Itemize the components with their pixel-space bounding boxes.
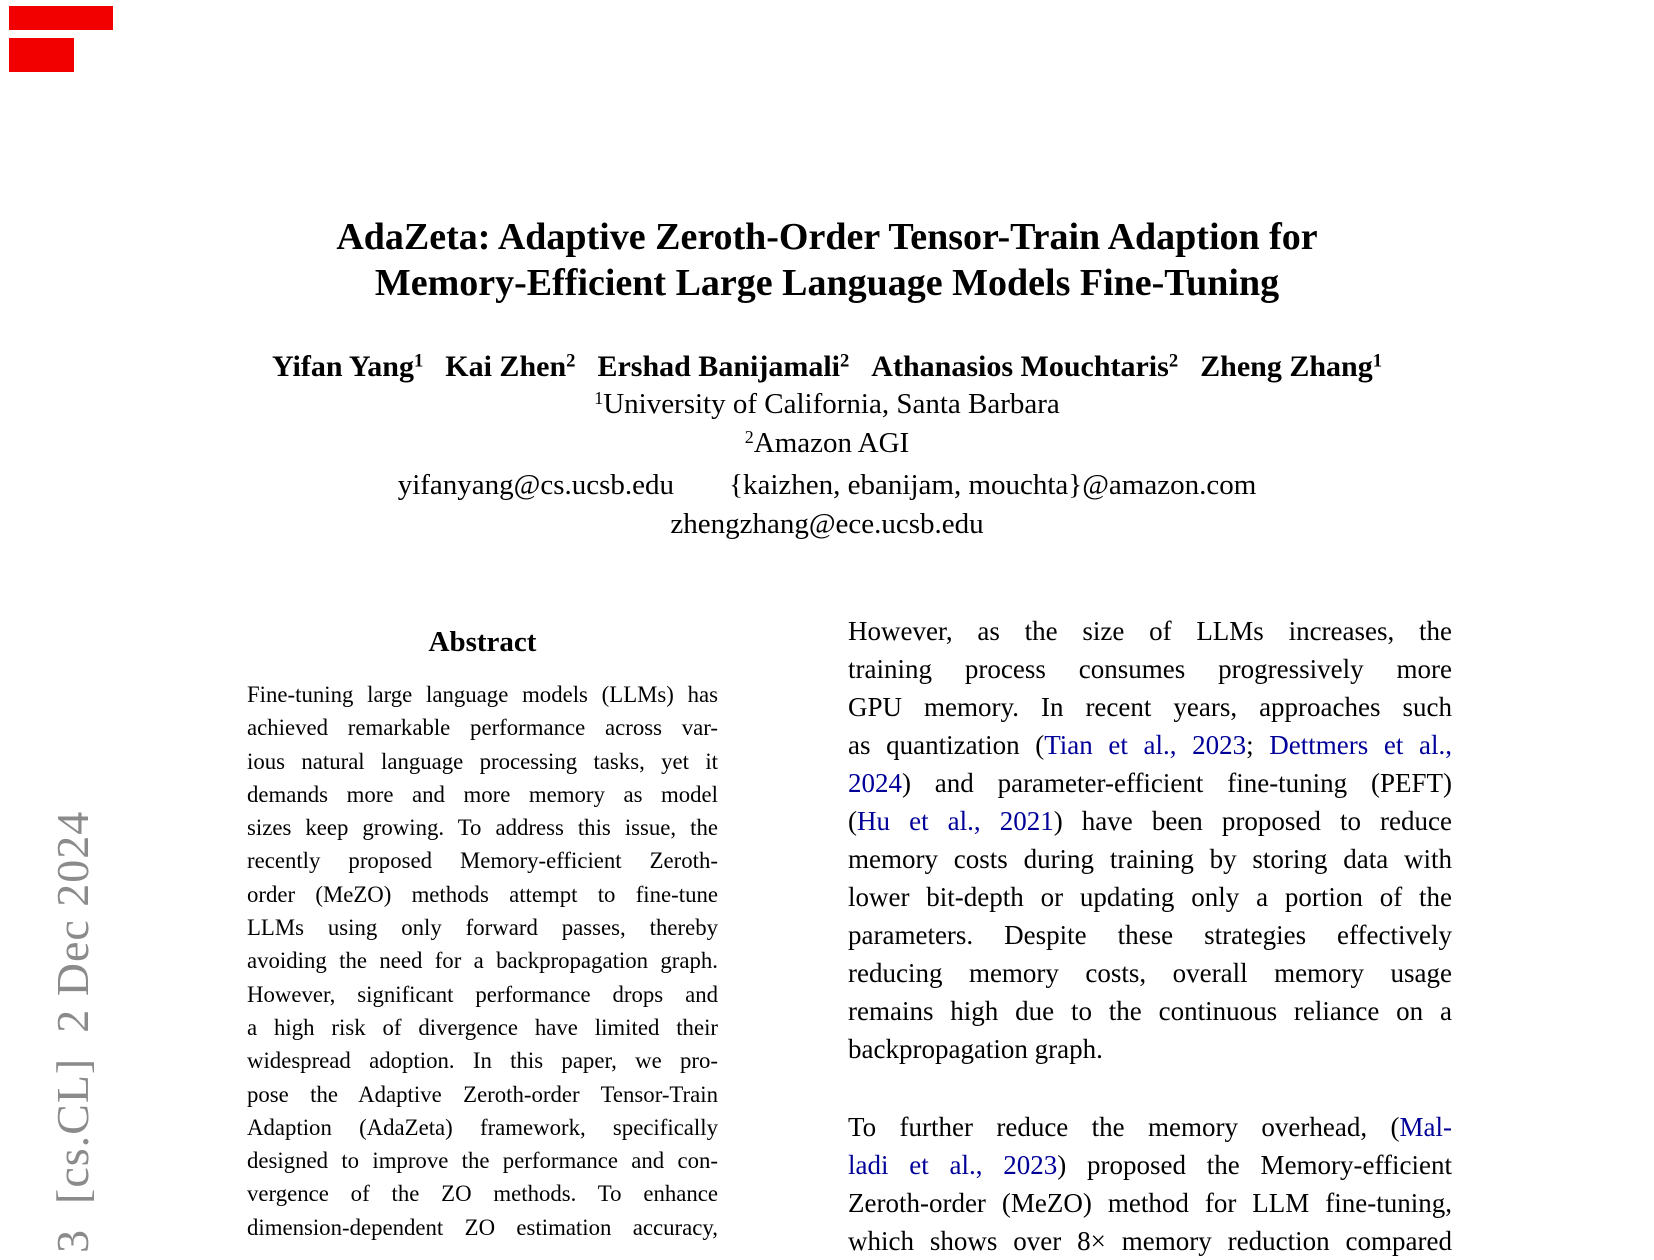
- text-segment: sizes keep growing. To address this issue, the: [247, 815, 718, 841]
- text-line: [848, 688, 1452, 726]
- citation-link[interactable]: ladi et al., 2023: [848, 1150, 1058, 1180]
- text-segment: parameters. Despite these strategies effectively: [848, 920, 1452, 950]
- text-segment: widespread adoption. In this paper, we pro-: [247, 1048, 718, 1074]
- paper-title-line2: Memory-Efficient Large Language Models Fine-Tuning: [374, 262, 1280, 304]
- text-line: [848, 1108, 1452, 1146]
- text-segment: backpropagation graph.: [848, 1034, 1103, 1064]
- text-segment: as quantization (: [848, 730, 1045, 760]
- text-segment: pose the Adaptive Zeroth-order Tensor-Train: [247, 1081, 718, 1107]
- text-line: [247, 778, 718, 811]
- affiliation-2: [0, 427, 1654, 460]
- citation-link[interactable]: Hu et al., 2021: [857, 806, 1054, 836]
- text-line: [247, 844, 718, 877]
- text-line: [247, 911, 718, 944]
- text-line: [247, 878, 718, 911]
- text-line: [848, 954, 1452, 992]
- affiliation-2-sup: 2: [744, 427, 754, 448]
- text-line: [848, 726, 1452, 764]
- text-segment: To further reduce the memory overhead, (: [848, 1112, 1400, 1142]
- text-line: [848, 802, 1452, 840]
- text-segment: lower bit-depth or updating only a portion of the: [848, 882, 1452, 912]
- text-segment: remains high due to the continuous reliance on a: [848, 996, 1452, 1026]
- text-segment: memory costs during training by storing data with: [848, 844, 1452, 874]
- author-list: [0, 350, 1654, 384]
- text-line: [848, 916, 1452, 954]
- affiliation-2-name: Amazon AGI: [753, 427, 910, 459]
- text-segment: Adaption (AdaZeta) framework, specifically: [247, 1114, 718, 1140]
- text-segment: However, significant performance drops and: [247, 981, 718, 1007]
- text-line: [848, 878, 1452, 916]
- author-name: Kai Zhen$^2$: [445, 350, 576, 383]
- author-name: Zheng Zhang$^1$: [1200, 350, 1382, 383]
- text-segment: designed to improve the performance and con-: [247, 1148, 718, 1174]
- text-line: [848, 650, 1452, 688]
- text-segment: ious natural language processing tasks, yet it: [247, 748, 718, 774]
- abstract-heading: Abstract: [428, 626, 537, 658]
- citation-link[interactable]: Dettmers et al.,: [1269, 730, 1452, 760]
- text-segment: dimension-dependent ZO estimation accuracy,: [247, 1214, 718, 1240]
- author-affiliation-sup: 1: [1372, 350, 1382, 372]
- text-segment: Fine-tuning large language models (LLMs) has: [247, 682, 718, 707]
- text-segment: ) have been proposed to reduce: [1053, 806, 1452, 836]
- text-line: [247, 1011, 718, 1044]
- text-segment: ) proposed the Memory-efficient: [1057, 1150, 1452, 1180]
- text-segment: training process consumes progressively more: [848, 654, 1452, 684]
- citation-link[interactable]: Mal-: [1399, 1112, 1452, 1142]
- text-segment: achieved remarkable performance across var-: [247, 715, 718, 741]
- text-line: [848, 1184, 1452, 1222]
- text-segment: ;: [1246, 730, 1270, 760]
- text-line: [247, 1044, 718, 1077]
- text-line: [848, 1146, 1452, 1184]
- text-line: [247, 1144, 718, 1177]
- email-line-2: zhengzhang@ece.ucsb.edu: [670, 508, 984, 540]
- arxiv-watermark: 3 [cs.CL] 2 Dec 2024: [47, 810, 98, 1253]
- text-segment: GPU memory. In recent years, approaches such: [848, 692, 1452, 722]
- text-line: [848, 612, 1452, 650]
- text-segment: vergence of the ZO methods. To enhance: [247, 1181, 718, 1207]
- author-affiliation-sup: 2: [840, 350, 850, 372]
- redaction-box: [9, 6, 113, 30]
- author-affiliation-sup: 2: [1168, 350, 1179, 372]
- text-line: [247, 745, 718, 778]
- intro-paragraph-2: [848, 1108, 1452, 1260]
- author-affiliation-sup: 2: [566, 350, 576, 372]
- text-segment: Zeroth-order (MeZO) method for LLM fine-tuning,: [848, 1188, 1452, 1218]
- paper-title-line1: AdaZeta: Adaptive Zeroth-Order Tensor-Train Adaption for: [336, 216, 1318, 258]
- author-name: Yifan Yang$^1$: [271, 350, 424, 383]
- intro-paragraph-1: [848, 612, 1452, 1068]
- text-segment: LLMs using only forward passes, thereby: [247, 915, 718, 941]
- text-segment: order (MeZO) methods attempt to fine-tune: [247, 881, 718, 907]
- text-line: [247, 811, 718, 844]
- text-segment: reducing memory costs, overall memory usage: [848, 958, 1452, 988]
- email-line-1: [0, 469, 1654, 502]
- text-segment: ) and parameter-efficient fine-tuning (PEFT): [902, 768, 1452, 798]
- citation-link[interactable]: 2024: [848, 768, 902, 798]
- abstract-text: [247, 678, 718, 1244]
- text-line: [848, 1030, 1452, 1068]
- text-line: [247, 978, 718, 1011]
- text-segment: (: [848, 806, 857, 836]
- text-line: [247, 1078, 718, 1111]
- author-name: Athanasios Mouchtaris$^2$: [871, 350, 1179, 383]
- citation-link[interactable]: Tian et al., 2023: [1044, 730, 1247, 760]
- text-line: [247, 944, 718, 977]
- author-affiliation-sup: 1: [413, 350, 424, 372]
- text-line: [247, 1177, 718, 1210]
- text-line: [848, 840, 1452, 878]
- text-segment: avoiding the need for a backpropagation graph.: [247, 948, 718, 974]
- text-line: [247, 678, 718, 711]
- paper-title: [0, 214, 1654, 306]
- text-line: [247, 1211, 718, 1244]
- text-segment: recently proposed Memory-efficient Zeroth-: [247, 848, 718, 874]
- redaction-box: [9, 38, 74, 72]
- affiliation-1-sup: 1: [594, 388, 604, 409]
- affiliation-1: [0, 388, 1654, 421]
- email-ucsb: yifanyang@cs.ucsb.edu: [397, 469, 675, 501]
- text-line: [848, 992, 1452, 1030]
- affiliation-1-name: University of California, Santa Barbara: [603, 388, 1060, 420]
- email-amazon: {kaizhen, ebanijam, mouchta}@amazon.com: [729, 469, 1257, 501]
- text-line: [247, 711, 718, 744]
- text-segment: a high risk of divergence have limited their: [247, 1014, 718, 1040]
- text-line: [848, 764, 1452, 802]
- author-name: Ershad Banijamali$^2$: [597, 350, 850, 383]
- text-line: [247, 1111, 718, 1144]
- text-segment: which shows over 8× memory reduction compared: [848, 1226, 1452, 1256]
- text-line: [848, 1222, 1452, 1260]
- text-segment: However, as the size of LLMs increases, the: [848, 616, 1452, 646]
- text-segment: demands more and more memory as model: [247, 781, 718, 807]
